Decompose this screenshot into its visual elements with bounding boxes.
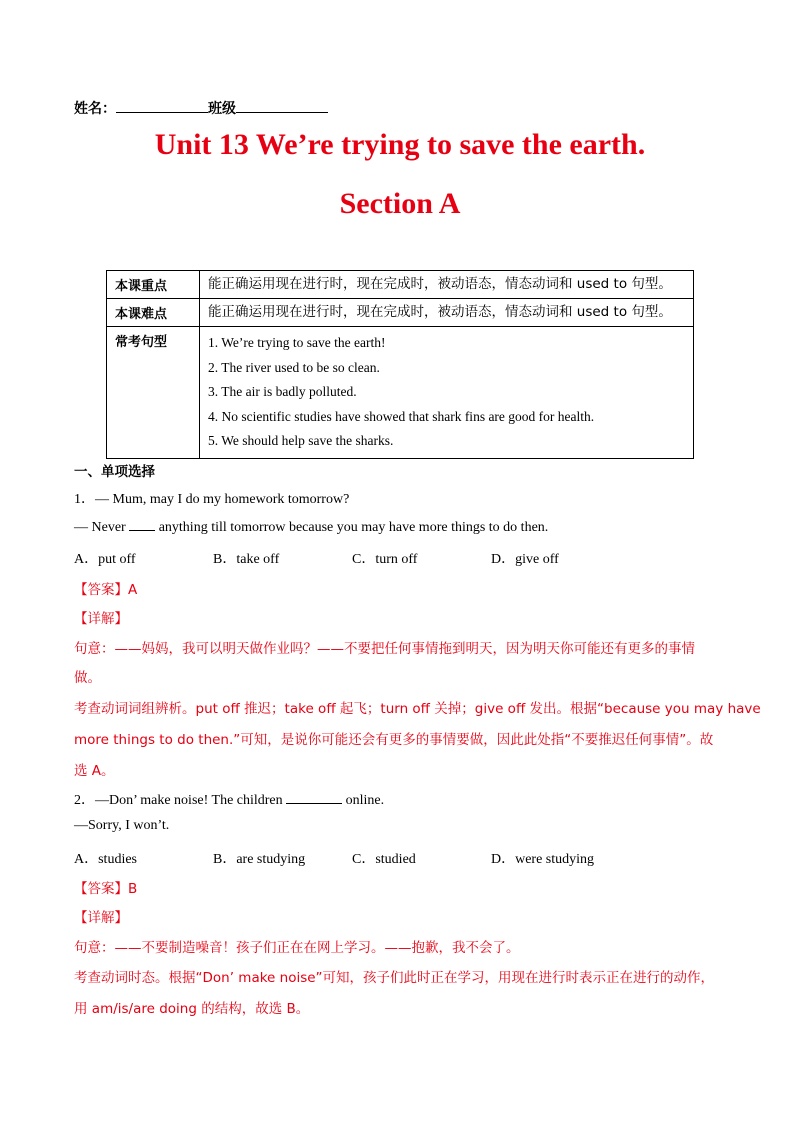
option-d[interactable]: D．were studying (491, 852, 595, 867)
row-key: 常考句型 (107, 327, 200, 459)
row-key: 本课重点 (107, 271, 200, 299)
unit-title: Unit 13 We’re trying to save the earth. (154, 128, 646, 161)
option-c[interactable]: C．turn off (352, 552, 418, 567)
answer-blank[interactable] (286, 791, 342, 804)
option-b[interactable]: B．take off (213, 552, 280, 567)
explanation-line: 做。 (74, 670, 101, 686)
answer-label: 【答案】B (74, 881, 138, 897)
sentence-line: 1. We’re trying to save the earth! (208, 335, 386, 350)
option-c[interactable]: C．studied (352, 852, 416, 867)
class-blank[interactable] (236, 100, 328, 113)
explanation-line: more things to do then.”可知，是说你可能还会有更多的事情要做，因此此处指“不要推迟任何事情”。故 (74, 732, 714, 748)
table-row (107, 271, 694, 299)
explanation-line: 选 A。 (74, 763, 115, 779)
sentence-line: 3. The air is badly polluted. (208, 384, 357, 399)
row-value: 能正确运用现在进行时，现在完成时，被动语态，情态动词和 used to 句型。 (200, 271, 694, 299)
lesson-info-table (106, 270, 694, 459)
explanation-line: 句意：——不要制造噪音！孩子们正在在网上学习。——抱歉，我不会了。 (74, 940, 520, 956)
row-value: 能正确运用现在进行时，现在完成时，被动语态，情态动词和 used to 句型。 (200, 299, 694, 327)
sentence-line: 4. No scientific studies have showed that shark fins are good for health. (208, 408, 595, 424)
row-key: 本课难点 (107, 299, 200, 327)
table-row (107, 327, 694, 459)
class-label: 班级 (208, 102, 236, 117)
section-heading: 一、单项选择 (74, 464, 155, 480)
name-label: 姓名： (74, 102, 116, 117)
answer-label: 【答案】A (74, 582, 138, 598)
sentence-line: 5. We should help save the sharks. (208, 433, 394, 448)
option-b[interactable]: B．are studying (213, 852, 306, 867)
table-row (107, 299, 694, 327)
section-title: Section A (339, 187, 461, 220)
key-sentences (200, 327, 694, 459)
explanation-line: 考查动词词组辨析。put off 推迟；take off 起飞；turn off 关掉；give off 发出。根据“because you may have (74, 701, 761, 717)
option-a[interactable]: A．studies (74, 852, 137, 867)
name-class-line (74, 98, 328, 118)
question-1-stem: 1．— Mum, may I do my homework tomorrow? (74, 492, 350, 507)
explanation-line: 用 am/is/are doing 的结构，故选 B。 (74, 1001, 310, 1017)
sentence-line: 2. The river used to be so clean. (208, 359, 380, 375)
question-1-line2: — Never anything till tomorrow because you may have more things to do then. (74, 520, 549, 535)
detail-label: 【详解】 (74, 611, 128, 627)
explanation-line: 考查动词时态。根据“Don’ make noise”可知，孩子们此时正在学习，用现在进行时表示正在进行的动作， (74, 970, 715, 986)
explanation-line: 句意：——妈妈，我可以明天做作业吗？——不要把任何事情拖到明天，因为明天你可能还有更多的事情 (74, 641, 695, 657)
detail-label: 【详解】 (74, 910, 128, 926)
option-a[interactable]: A．put off (74, 552, 136, 567)
answer-blank[interactable] (129, 518, 155, 531)
name-blank[interactable] (116, 100, 208, 113)
question-2-line2: —Sorry, I won’t. (74, 818, 170, 833)
question-2-stem: 2．—Don’ make noise! The children online. (74, 793, 385, 808)
option-d[interactable]: D．give off (491, 552, 559, 567)
